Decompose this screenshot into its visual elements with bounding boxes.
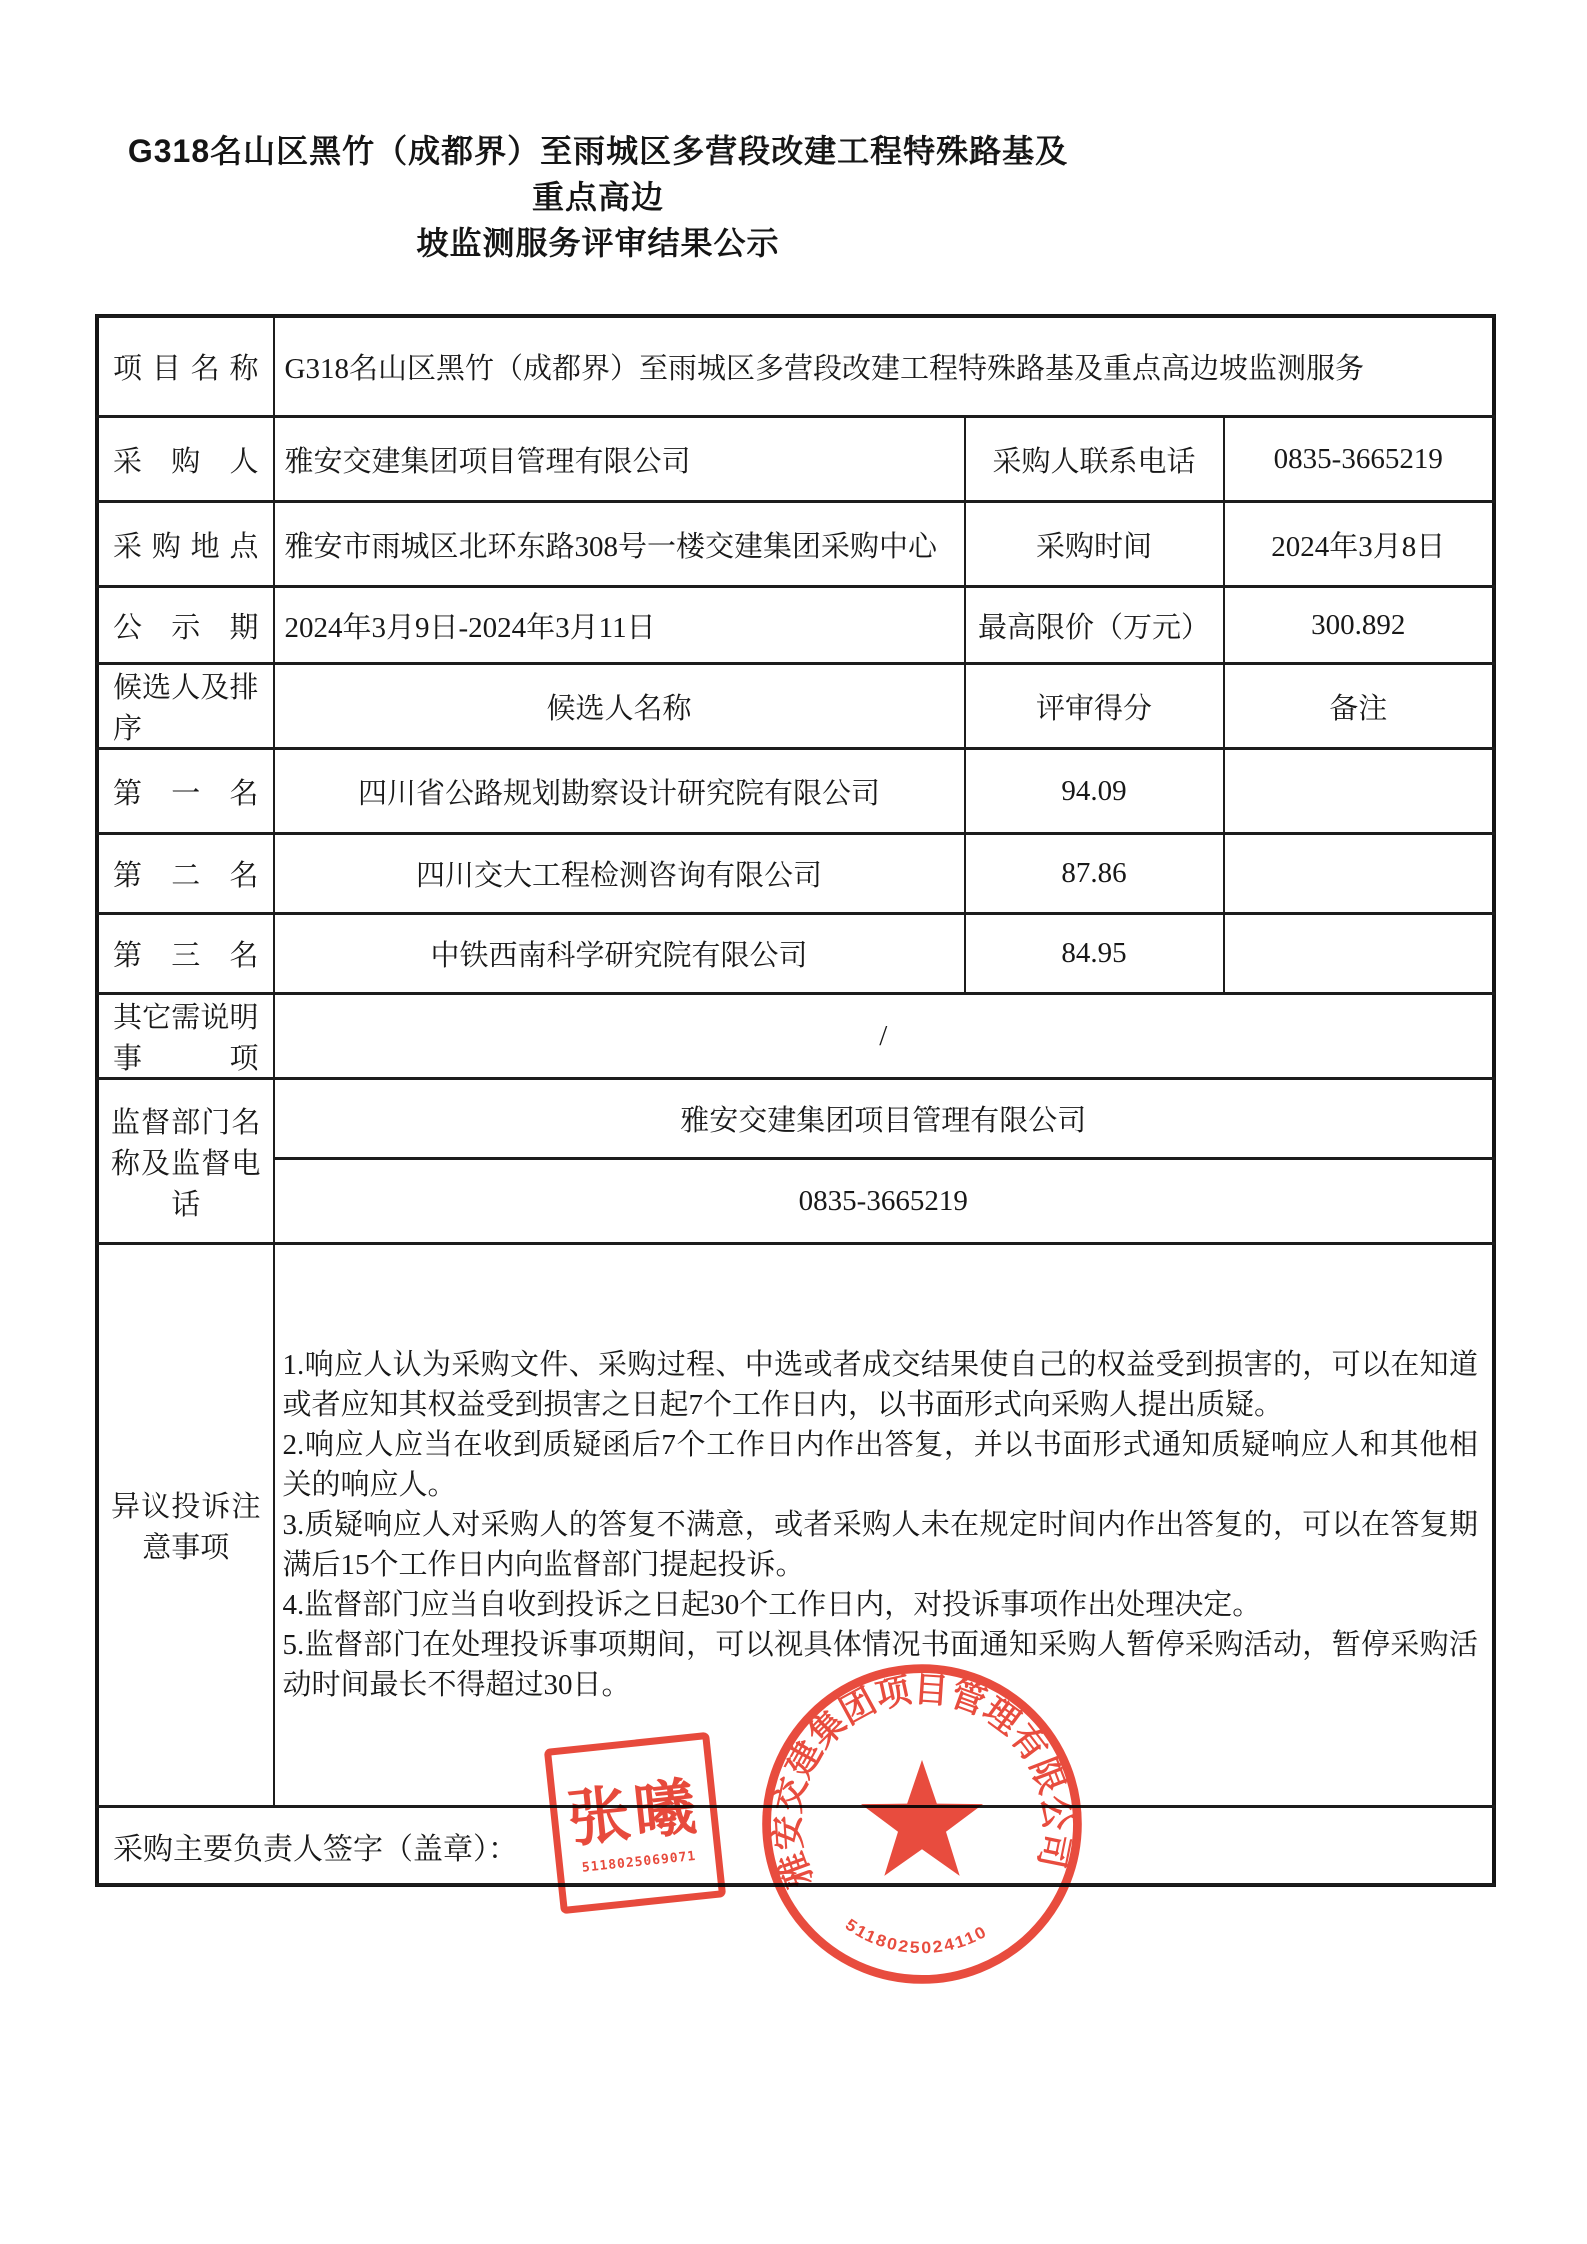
objection-item: 3.质疑响应人对采购人的答复不满意，或者采购人未在规定时间内作出答复的，可以在答复期满后15个工作日内向监督部门提起投诉。 [282,1509,1479,1581]
round-stamp-code: 5118025024110 [841,1915,991,1958]
time-value: 2024年3月8日 [1224,502,1494,587]
time-label: 采购时间 [965,502,1224,587]
candidate-remark [1224,749,1494,834]
square-stamp [544,1732,726,1914]
table-header-row [98,664,1494,749]
rank-header: 候选人及排序 [98,664,274,749]
page-title [112,128,1084,266]
star-icon [861,1760,983,1876]
candidate-score: 87.86 [965,834,1224,914]
table-row [98,502,1494,587]
candidate-name: 中铁西南科学研究院有限公司 [274,914,965,994]
purchaser-phone-label: 采购人联系电话 [965,417,1224,502]
score-header: 评审得分 [965,664,1224,749]
supervision-label: 监督部门名称及监督电话 [98,1079,274,1244]
purchaser-value: 雅安交建集团项目管理有限公司 [274,417,965,502]
candidate-remark [1224,834,1494,914]
square-stamp-code: 5118025069071 [581,1848,697,1876]
location-label: 采购地点 [98,502,274,587]
candidate-row [98,834,1494,914]
other-label: 其它需说明事项 [98,994,274,1079]
candidate-name: 四川交大工程检测咨询有限公司 [274,834,965,914]
table-row [98,1079,1494,1159]
table-row [98,1159,1494,1244]
result-table [96,315,1495,1886]
supervision-phone: 0835-3665219 [274,1159,1494,1244]
candidate-score: 94.09 [965,749,1224,834]
round-stamp [752,1654,1092,1994]
objection-label: 异议投诉注意事项 [98,1244,274,1807]
purchaser-phone-value: 0835-3665219 [1224,417,1494,502]
page-title-line1: G318名山区黑竹（成都界）至雨城区多营段改建工程特殊路基及重点高边 [127,133,1069,215]
table-row [98,994,1494,1079]
price-value: 300.892 [1224,587,1494,664]
objection-item: 5.监督部门在处理投诉事项期间，可以视具体情况书面通知采购人暂停采购活动，暂停采购活动时间最长不得超过30日。 [282,1629,1479,1701]
name-header: 候选人名称 [274,664,965,749]
project-value: G318名山区黑竹（成都界）至雨城区多营段改建工程特殊路基及重点高边坡监测服务 [274,317,1494,417]
other-value: / [274,994,1494,1079]
candidate-rank: 第三名 [98,914,274,994]
remark-header: 备注 [1224,664,1494,749]
candidate-name: 四川省公路规划勘察设计研究院有限公司 [274,749,965,834]
candidate-rank: 第二名 [98,834,274,914]
publicity-value: 2024年3月9日-2024年3月11日 [274,587,965,664]
objection-item: 1.响应人认为采购文件、采购过程、中选或者成交结果使自己的权益受到损害的，可以在知道或者应知其权益受到损害之日起7个工作日内，以书面形式向采购人提出质疑。 [282,1349,1479,1421]
candidate-remark [1224,914,1494,994]
square-stamp-name: 张曦 [564,1771,704,1855]
signature-label: 采购主要负责人签字（盖章）： [98,1807,1494,1885]
purchaser-label: 采购人 [98,417,274,502]
location-value: 雅安市雨城区北环东路308号一楼交建集团采购中心 [274,502,965,587]
table-row [98,417,1494,502]
table-row [98,587,1494,664]
candidate-rank: 第一名 [98,749,274,834]
project-label: 项目名称 [98,317,274,417]
page-title-line2: 坡监测服务评审结果公示 [416,225,780,261]
round-stamp-code-text [842,1916,991,1958]
supervision-name: 雅安交建集团项目管理有限公司 [274,1079,1494,1159]
publicity-label: 公示期 [98,587,274,664]
objection-item: 2.响应人应当在收到质疑函后7个工作日内作出答复，并以书面形式通知质疑响应人和其他相关的响应人。 [282,1429,1479,1501]
candidate-score: 84.95 [965,914,1224,994]
table-row [98,317,1494,417]
price-label: 最高限价（万元） [965,587,1224,664]
candidate-row [98,914,1494,994]
round-stamp-company: 雅安交建集团项目管理有限公司 [767,1669,1077,1893]
objection-item: 4.监督部门应当自收到投诉之日起30个工作日内，对投诉事项作出处理决定。 [282,1589,1262,1621]
candidate-row [98,749,1494,834]
